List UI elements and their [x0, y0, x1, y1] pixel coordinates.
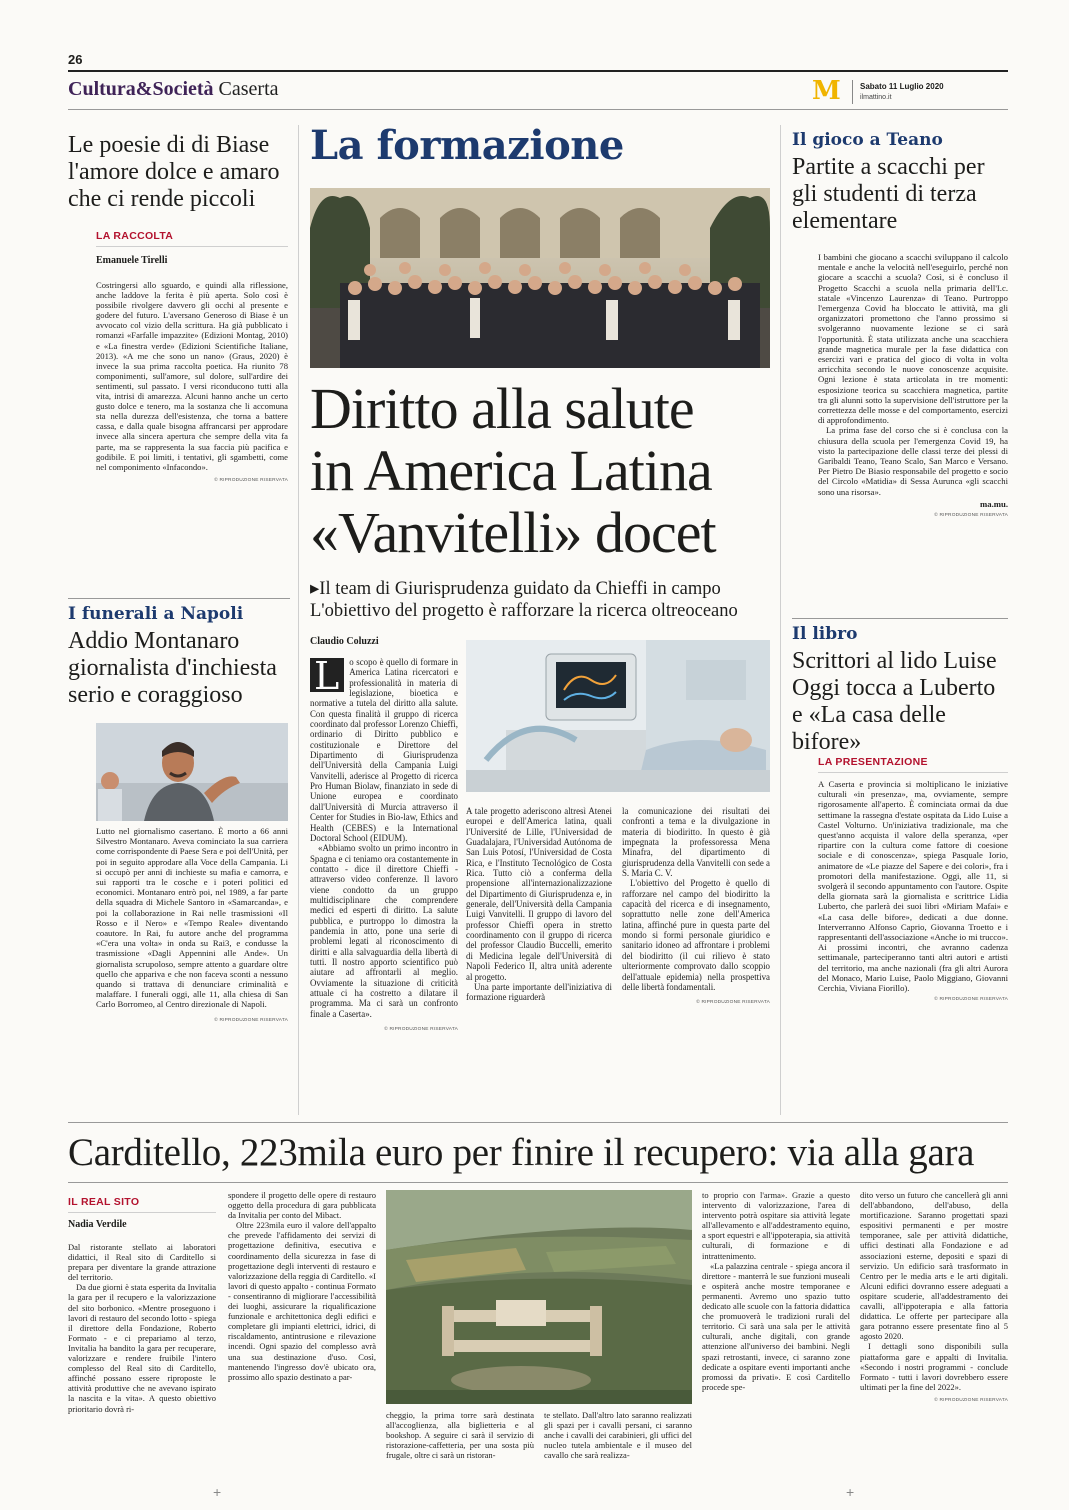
carditello-col5-p1: to proprio con l'arma». Grazie a questo intervento di valorizzazione, l'area di intervento potrà ospitare sia attività legate all'allevamento e all'addestramento equino, a sport equestri e all'ippoterapia, sia attività culturali, di formazione e di intrattenimento. — [702, 1190, 850, 1261]
col-divider-right — [780, 125, 781, 1115]
formazione-rep-2: © RIPRODUZIONE RISERVATA — [696, 1000, 770, 1006]
subhead-line-2: L'obiettivo del progetto è rafforzare la ricerca oltreoceano — [310, 601, 738, 621]
header-date: Sabato 11 Luglio 2020 — [860, 82, 944, 91]
page-number: 26 — [68, 52, 83, 67]
scacchi-title: Partite a scacchi per gli studenti di terza elementare — [792, 154, 985, 234]
headline-line-2: in America Latina — [310, 438, 712, 503]
carditello-rule-top — [68, 1122, 1008, 1123]
header-divider — [852, 80, 853, 104]
carditello-col1-p2: Da due giorni è stata esperita da Invitalia la gara per il recupero e la valorizzazione del sito borbonico. «Mentre proseguono i lavori di restauro del secondo lotto - spiega il direttore della Fondazione, Roberto Formato - e ci prepariamo al terzo, Invitalia ha bandito la gara per recuperare, valorizzare e rendere fruibile l'intero complesso del Real sito di Carditello, affinché possano essere riproposte le attività produttive che ne avevano ispirato la nascita e la vita». A questo obiettivo prioritario dovrà ri- — [68, 1282, 216, 1414]
formazione-col1-p1 — [310, 654, 458, 843]
formazione-col2-p1: A tale progetto aderiscono altresì Atenei europei e dell'America latina, quali l'Université de Lille, l'Universidad de Guadalajara, l'Universidad Autónoma de San Luis Potosí, l'Universidad de Costa Rica, e l'Instituto Tecnológico de Costa Rica. Tutto ciò a conferma della propensione all'internazionalizzazione del Dipartimento di Giurisprudenza e, in generale, dell'Università della Campania Luigi Vanvitelli. Il gruppo di lavoro del professor Chieffi opera in stretto coordinamento con il gruppo di ricerca del professor Claudio Buccelli, emerito di Medicina legale dell'Università di Napoli Federico II, altra unità aderente al progetto. — [466, 806, 612, 982]
headline-line-1: Diritto alla salute — [310, 376, 694, 441]
carditello-col1 — [68, 1242, 216, 1414]
libro-title: Scrittori al lido Luise Oggi tocca a Luberto e «La casa delle bifore» — [792, 648, 997, 755]
header-rule-top — [68, 70, 1008, 72]
montanaro-photo — [96, 723, 288, 821]
formazione-col3 — [622, 806, 770, 1009]
poesie-paragraph: Costringersi allo sguardo, e quindi alla riflessione, anche laddove la ferita è più aperta. Solo così è possibile rivolgere davvero gli occhi al presente e godere del futuro. L'aversano Generoso di Biase è un avvocato col vizio della scrittura. Ha già pubblicato i romanzi «Farfalle impazzite» (Edizioni Montag, 2010) e «La finestra verde» (Edizioni Scientifiche Italiane, 2013). «A me che sono un nano» (Graus, 2020) è invece la sua prima raccolta poetica. Ha riunito 78 componimenti, sull'amore, sul dolore, sull'ardire dei sentimenti, sul passato. I versi riconducono tutti alla vita, intrisi di amarezza. Alcuni hanno anche un certo gusto dolce e tenero, ma la sostanza che li accomuna sta nella durezza dell'esistenza, che torna a battere cassa, e dalla quale bisogna affrancarsi per approdare invece alla sincera apertura che sempre della vita fa parte, ma se rappresenta la sua faccia più pacifica e godibile. E poi limiti, i tentativi, gli sgambetti, come nel componimento «Infacondo». — [96, 280, 288, 472]
carditello-aerial-photo — [386, 1190, 692, 1404]
carditello-kicker-rule — [68, 1212, 216, 1213]
formazione-col3-p2: L'obiettivo del Progetto è quello di rafforzare nel campo del biodiritto la capacità del ricerca e di insegnamento, soprattutto nelle zone dell'America latina, affinché pure in questa parte del mondo si formi personale giuridico e sanitario idoneo ad affrontare i problemi del biodiritto (il cui rilievo è stato ulteriormente comprovato dallo scoppio dell'attuale epidemia) nella prospettiva delle libertà fondamentali. — [622, 878, 770, 992]
carditello-kicker: IL REAL SITO — [68, 1196, 140, 1208]
carditello-author: Nadia Verdile — [68, 1219, 127, 1230]
carditello-col4 — [544, 1410, 692, 1460]
section-name: Cultura&Società — [68, 78, 214, 100]
libro-box — [818, 756, 1008, 1002]
carditello-headline: Carditello, 223mila euro per finire il recupero: via alla gara — [68, 1131, 975, 1174]
carditello-col6-p1: dito verso un futuro che cancellerà gli anni dell'abbandono, dell'abuso, della mortificazione. Saranno progettati spazi espositivi permanenti e per mostre temporanee, sale per attività didattiche, uffici destinati alla Fondazione e ad associazioni esterne, depositi e spazi di servizio. Un edificio sarà trasformato in Centro per le media arts e le arti digitali. Alcuni edifici dovranno essere adeguati a ospitare scuderie, all'addestramento dei cavalli, all'ippoterapia e alla fattoria didattica. Le offerte per partecipare alla gara potranno essere presentate fino al 5 agosto 2020. — [860, 1190, 1008, 1342]
formazione-subhead — [310, 578, 780, 622]
carditello-col5-p2: «La palazzina centrale - spiega ancora il direttore - manterrà le sue funzioni museali e ospiterà anche mostre temporanee e permanenti. Avremo uno spazio tutto dedicato alle scuole con la fattoria didattica che promuoverà le tradizioni rurali del territorio. Ci sarà una sala per le attività culturali, anche digitali, con grande attenzione all'universo dei bambini. Negli spazi retrostanti, invece, ci saranno zone dedicate a ospitare eventi importanti anche promossi da privati». E così Carditello procede spe- — [702, 1260, 850, 1392]
headline-line-3: «Vanvitelli» docet — [310, 500, 716, 565]
scacchi-signature: ma.mu. — [980, 498, 1008, 509]
formazione-rep: © RIPRODUZIONE RISERVATA — [384, 1027, 458, 1033]
right-col-divider-1 — [792, 618, 1008, 619]
formazione-col2-p2: Una parte importante dell'iniziativa di formazione riguarderà — [466, 981, 612, 1003]
poesie-kicker: LA RACCOLTA — [96, 230, 174, 242]
ventilator-illustration — [466, 640, 770, 792]
scacchi-p2: La prima fase del corso che si è conclusa con la chiusura della scuola per l'emergenza Covid 19, ha visto la partecipazione delle classi terze dei plessi di Garibaldi Teano, Teano Scalo, San Marco e Versano. Per Pietro De Biasio responsabile del progetto e socio del Circolo «Matidia» di Sessa Aurunca «gli scacchi sono una risorsa». — [818, 425, 1008, 497]
group-photo-illustration — [310, 188, 770, 368]
formazione-author: Claudio Coluzzi — [310, 636, 379, 647]
registration-mark-icon: + — [846, 1484, 855, 1500]
poesie-box — [96, 230, 288, 592]
carditello-col5 — [702, 1190, 850, 1392]
funerali-rep: © RIPRODUZIONE RISERVATA — [214, 1017, 288, 1023]
carditello-rule-bottom — [68, 1182, 1008, 1183]
formazione-col2 — [466, 806, 612, 1003]
header-rule-bottom — [68, 109, 1008, 110]
libro-subkicker: LA PRESENTAZIONE — [818, 756, 928, 768]
funerali-body — [96, 826, 288, 1026]
poesie-title: Le poesie di di Biase l'amore dolce e amaro che ci rende piccoli — [68, 132, 280, 212]
scacchi-kicker: Il gioco a Teano — [792, 130, 943, 150]
poesie-body — [96, 280, 288, 472]
carditello-col6 — [860, 1190, 1008, 1406]
header-site: ilmattino.it — [860, 94, 892, 101]
poesie-kicker-rule — [96, 246, 288, 247]
scacchi-body — [818, 252, 1008, 521]
col-divider-left — [298, 125, 299, 1115]
section-city: Caserta — [218, 78, 279, 100]
carditello-col1-p1: Dal ristorante stellato ai laboratori didattici, il Real sito di Carditello si prepara per diventare la grande attrazione del territorio. — [68, 1242, 216, 1283]
poesie-rep: © RIPRODUZIONE RISERVATA — [214, 477, 288, 483]
formazione-col1-p2: «Abbiamo svolto un primo incontro in Spagna e ci teniamo ora costantemente in contatto - dice il direttore Chieffi - attraverso video conferenze. Il lavoro viene condotto da un gruppo multidisciplinare che comprendere medici ed esperti di diritto. La salute pubblica, e purtroppo lo dimostra la pandemia in atto, pone una serie di problemi legati al riconoscimento di diritti e alla salvaguardia della libertà di tutti. Il nostro apporto scientifico può aiutare ad affrontarli al meglio. Ovviamente la situazione di criticità attuale ci ha costretto a dilatare il programma. Ma ci sarà un confronto finale a Caserta». — [310, 843, 458, 1019]
group-photo — [310, 188, 770, 368]
carditello-col6-p2: I dettagli sono disponibili sulla piattaforma gare e appalti di Invitalia. «Secondo i nostri programmi - conclude Formato - tutti i lavori dovrebbero essere ultimati per la fine del 2022». — [860, 1341, 1008, 1392]
carditello-rep: © RIPRODUZIONE RISERVATA — [934, 1397, 1008, 1403]
formazione-col1 — [310, 654, 458, 1035]
carditello-col3-p1: cheggio, la prima torre sarà destinata all'accoglienza, alla biglietteria e al bookshop. A seguire ci sarà il servizio di ristorazione-caffetteria, per una sosta più frugale, oltre ci sarà un ristoran- — [386, 1410, 534, 1461]
logo-letter: M — [812, 76, 841, 106]
registration-mark-icon: + — [213, 1484, 222, 1500]
poesie-author: Emanuele Tirelli — [96, 255, 168, 266]
scacchi-p1: I bambini che giocano a scacchi sviluppano il calcolo mentale e anche la velocità nell'eseguirlo, perché non giocare a scacchi a scuola? Così, si è concluso il Progetto Scacchi a scuola nella primaria dell'I.c. statale «Vincenzo Laurenza» di Teano. Purtroppo l'emergenza Covid ha bloccato le attività, ma gli organizzatori promettono che l'anno prossimo si svolgeranno nuovamente lezione se ci sarà l'opportunità. È stata utilizzata anche una scacchiera grande magnetica murale per la fase didattica con esercizi vari e pratica del gioco di volta in volta arricchita secondo le nuove conoscenze acquisite. Ogni lezione è stata articolata in tre momenti: esposizione teorica su scacchiera magnetica, partite tra gli alunni sotto la supervisione dell'istruttore per la correttezza delle mosse e del comportamento, esercizi di approfondimento. — [818, 252, 1008, 426]
carditello-col3 — [386, 1410, 534, 1460]
funerali-paragraph: Lutto nel giornalismo casertano. È morto a 66 anni Silvestro Montanaro. Aveva cominciato la sua carriera come corrispondente di Paese Sera e poi dell'Unità, per poi in seguito approdare alla Voce della Campania. Li si occupò per anni di inchieste su mafia e camorra, e sui rapporti tra le cosche e i poteri politici ed economici. Montanaro entrò poi, nel 1989, a far parte della squadra di Michele Santoro in «Samarcanda», e poi la collaborazione in Rai nelle trasmissioni «Il Rosso e il Nero» e «Tempo Reale» diventando coautore. In Rai, fu autore anche del programma «C'era una volta» in onda su Rai3, e condusse la trasmissione «Dagli Appennini alle Ande». Un giornalista scrupoloso, sempre attento a guardare oltre quello che appariva e che non faceva sconti a nessuno quando si trattava di denunciare criminalità e malaffare. I funerali oggi, alle 11, alla chiesa di San Carlo Borromeo, al Centro direzionale di Napoli. — [96, 826, 288, 1010]
libro-p1: A Caserta e provincia si moltiplicano le iniziative culturali «in presenza», ma, ovviamente, sempre rigorosamente all'aperto. È cominciata ormai da due settimane la rassegna d'estate ospitata da Lido Luise a Castel Volturno. Un'iniziativa tradizionale, ma che quest'anno acquista il valore della speranza, «per ripartire con la cultura come fattore di coesione sociale e di conoscenza», spiega Pasquale Iorio, animatore de «Le piazze del Sapere e dei colori», fra i promotori della manifestazione. Oggi, alle 11, si svolgerà il secondo appuntamento con l'autore. Ospite della giornata sarà la giornalista e scrittrice Lidia Luberto, che parlerà dei suoi libri «Miriam Mafai» e «La casa delle bifore», dedicati a due donne. Interverranno Alfonso Caprio, Giovanna Troetto e i rappresentanti dell'associazione «Anche io mi trucco». Ai prossimi incontri, che avranno cadenza settimanale, parteciperanno tanti altri autori e artisti del territorio, ma anche nazionali (fra gli altri Aurora del Monaco, Mario Luise, Paolo Miggiano, Giovanni Cerchia, Viviana Fiorillo). — [818, 779, 1008, 994]
subhead-arrow-icon: ▸ — [310, 579, 320, 599]
left-col-divider-1 — [68, 598, 290, 599]
carditello-col2 — [228, 1190, 376, 1382]
section-label — [68, 78, 279, 101]
formazione-col1-p1-text: o scopo è quello di formare in America Latina ricercatori e professionalità in materia di legislazione, bioetica e normative a tutela del diritto alla salute. Con questa finalità il gruppo di ricerca coordinato dal professor Lorenzo Chieffi, ordinario di Diritto pubblico e costituzionale e Direttore del Dipartimento di Giurisprudenza dell'Università della Campania Luigi Vanvitelli, aderisce al Progetto di ricerca Pro Human Biolaw, finanziato in sede di Unione europea e coordinato dall'Università di Murcia attraverso il Center for Studies in Bio-law, Ethics and Health (CEBES) e la International Doctoral School (EIDUM). — [310, 657, 458, 843]
subhead-line-1 — [310, 578, 780, 600]
formazione-col3-p1: la comunicazione dei risultati dei confronti a tema e la divulgazione in materia di biodiritto. In questo è già impegnata la professoressa Mena Minafra, del dipartimento di giurisprudenza della Vanvitelli con sede a S. Maria C. V. — [622, 806, 770, 879]
subhead-text-1: Il team di Giurisprudenza guidato da Chieffi in campo — [319, 579, 721, 599]
scacchi-rep: © RIPRODUZIONE RISERVATA — [934, 513, 1008, 519]
montanaro-illustration — [96, 723, 288, 821]
funerali-kicker: I funerali a Napoli — [68, 604, 244, 624]
carditello-col2-p1: spondere il progetto delle opere di restauro oggetto della procedura di gara pubblicata da Invitalia per conto del Mibact. — [228, 1190, 376, 1221]
carditello-col1-box — [68, 1196, 216, 1414]
mattino-logo — [812, 78, 846, 104]
libro-body — [818, 779, 1008, 993]
carditello-aerial-illustration — [386, 1190, 692, 1404]
libro-subkicker-rule — [818, 772, 1008, 773]
carditello-col2-p2: Oltre 223mila euro il valore dell'appalto che prevede l'affidamento dei servizi di progettazione definitiva, esecutiva e coordinamento della sicurezza in fase di progettazione degli interventi di restauro e valorizzazione della reggia di Carditello. «I lavori di questo appalto - continua Formato - consentiranno di migliorare l'accessibilità dei luoghi, assicurare la riqualificazione funzionale e architettonica degli edifici e completare gli impianti elettrici, idrici, di riscaldamento, antintrusione e rilevazione incendi. Ogni spazio del complesso avrà una sua destinazione d'uso. Così, mantenendo l'ingresso dov'è ubicato ora, prossimo allo spazio destinato a par- — [228, 1220, 376, 1382]
formazione-section-title: La formazione — [310, 122, 624, 169]
libro-kicker: Il libro — [792, 624, 858, 644]
funerali-title: Addio Montanaro giornalista d'inchiesta serio e coraggioso — [68, 628, 277, 708]
libro-rep: © RIPRODUZIONE RISERVATA — [934, 997, 1008, 1003]
dropcap-letter: L — [310, 658, 344, 692]
formazione-headline — [310, 378, 780, 564]
ventilator-photo — [466, 640, 770, 792]
carditello-col4-p1: te stellato. Dall'altro lato saranno realizzati gli spazi per i cavalli persani, ci saranno anche i cavalli dei carabinieri, gli uffici del nucleo tutela ambientale e il museo del cavallo che sarà realizza- — [544, 1410, 692, 1461]
